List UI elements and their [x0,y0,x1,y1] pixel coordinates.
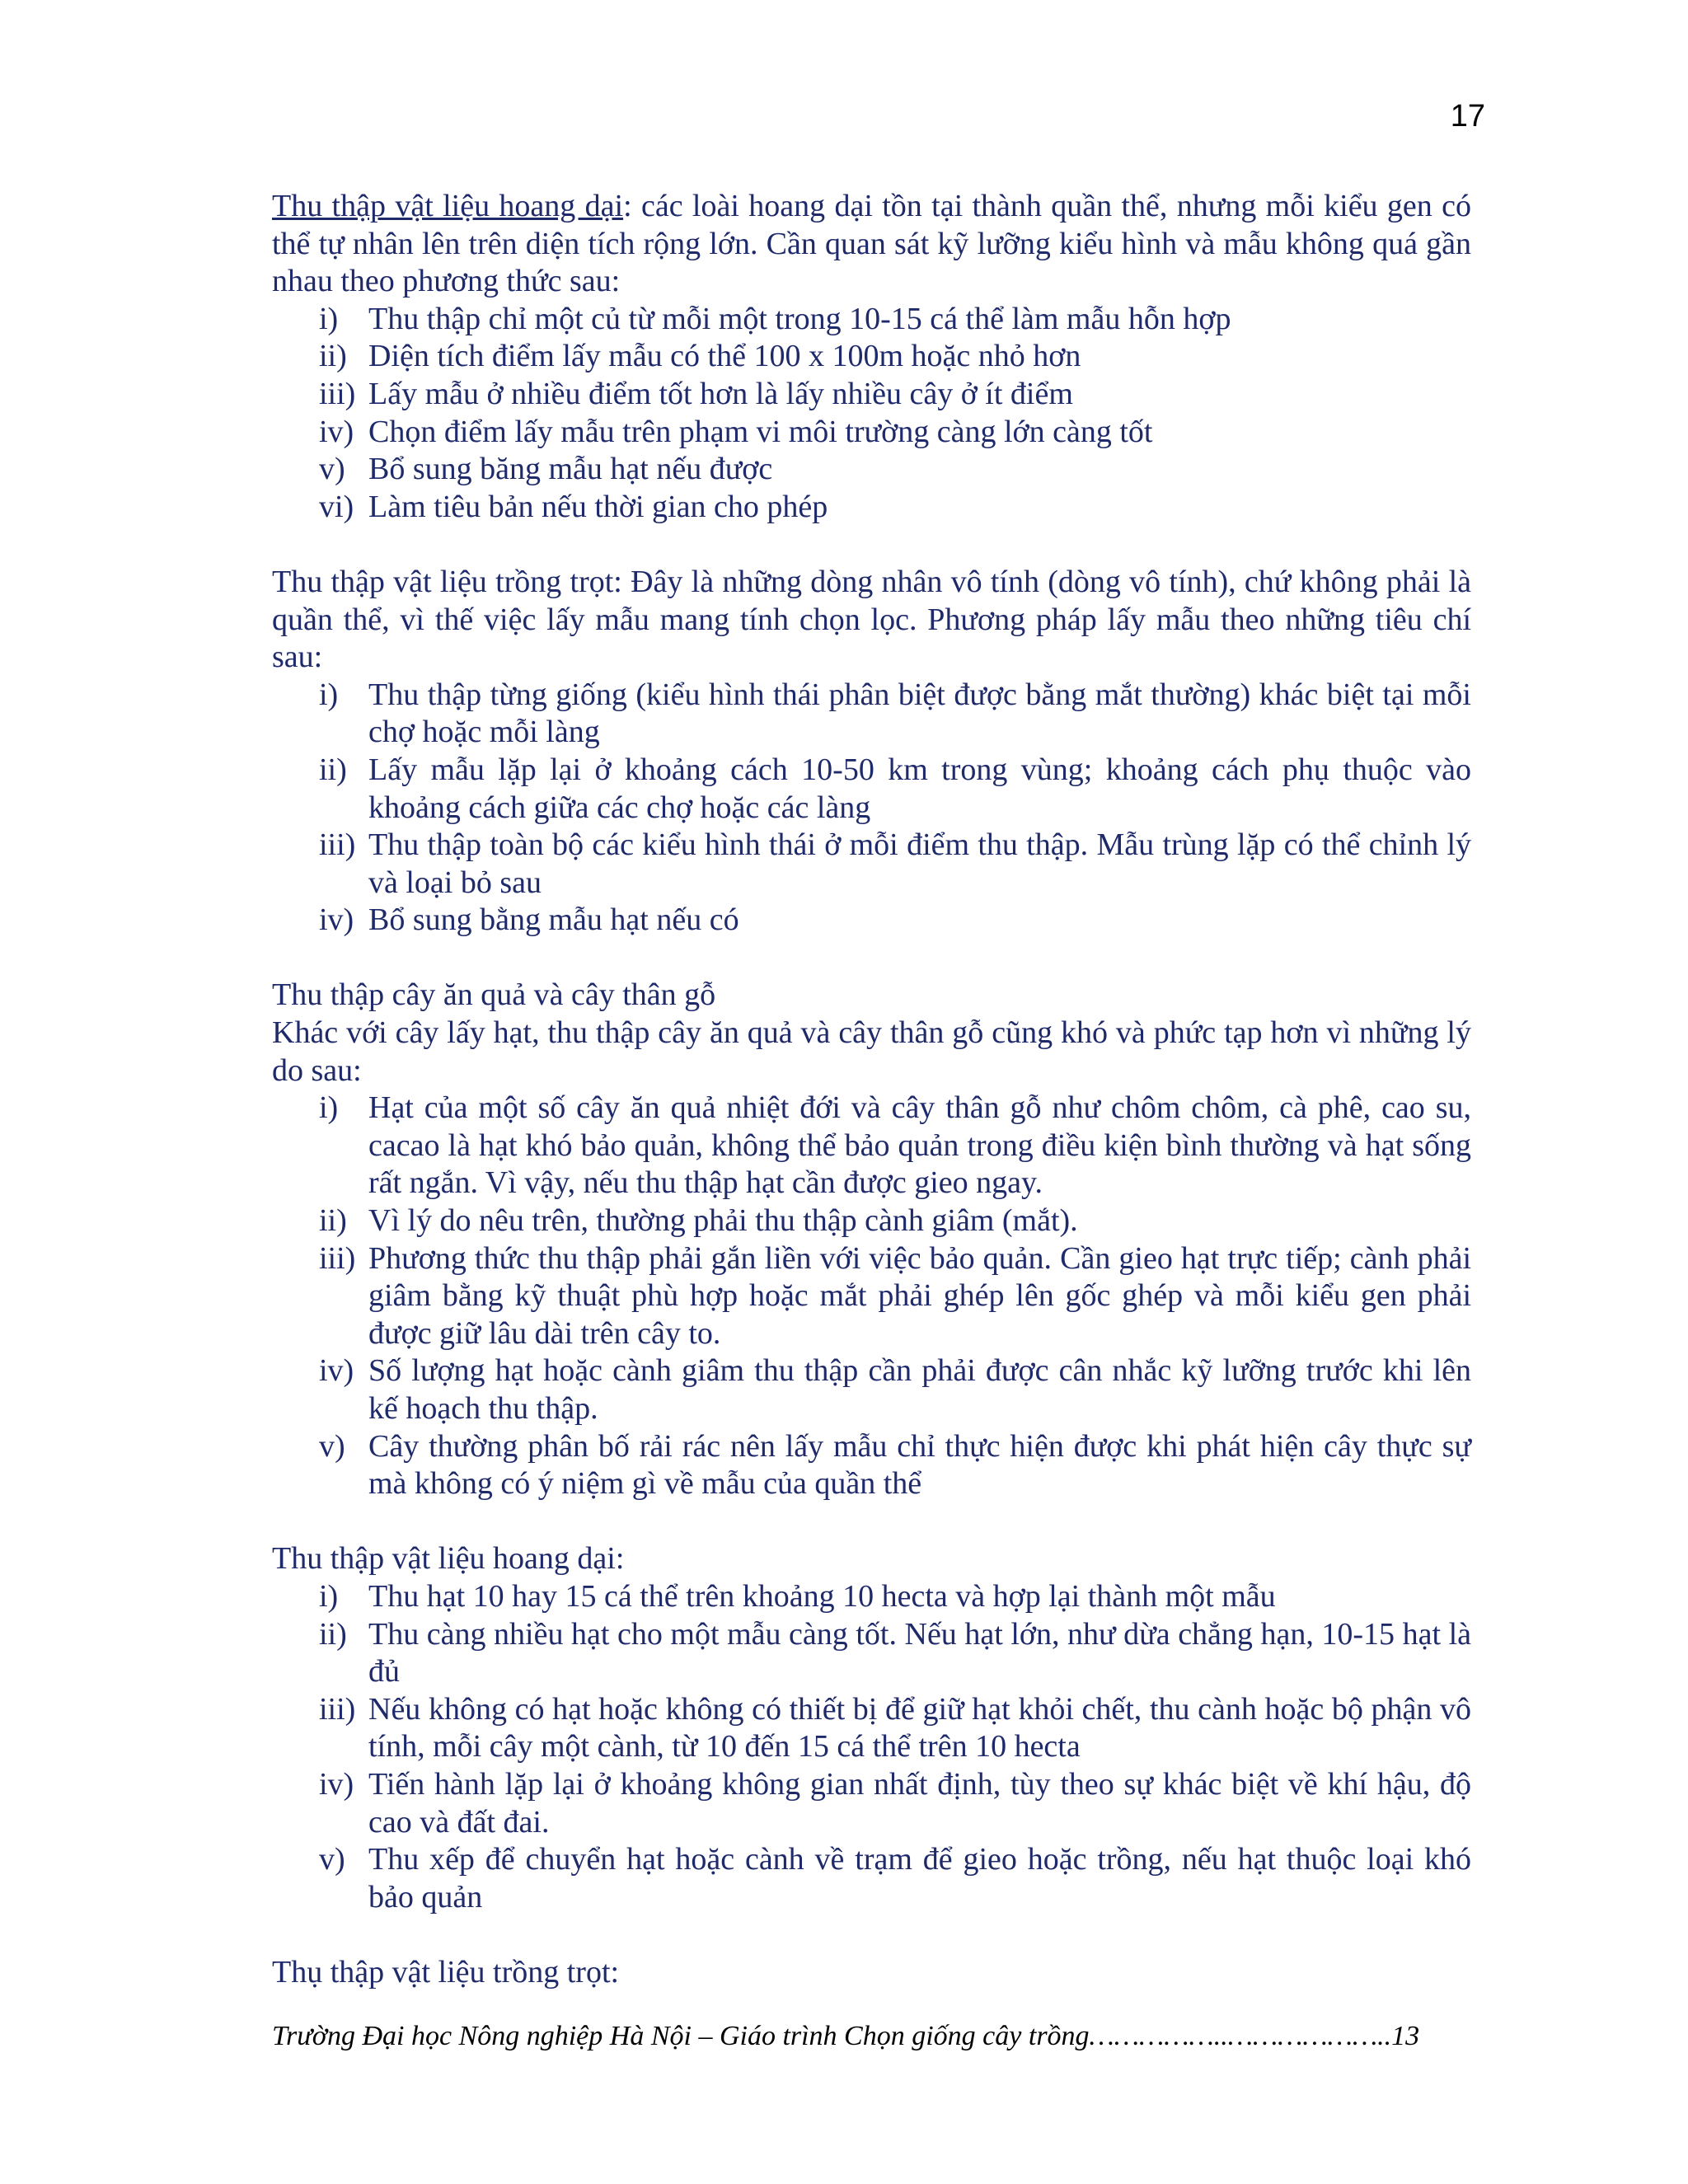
list-item [272,1766,1471,1841]
section-title: Thu thập cây ăn quả và cây thân gỗ [272,977,716,1013]
list-marker: v) [319,1428,345,1464]
paragraph-gap [272,1503,1471,1541]
list-item [272,1616,1471,1691]
list-item [272,414,1471,452]
list-marker: iv) [319,1353,354,1389]
criteria-list [272,1090,1471,1503]
list-item-text: Cây thường phân bố rải rác nên lấy mẫu chỉ thực hiện được khi phát hiện cây thực sự mà không có ý niệm gì về mẫu của quần thể [368,1428,1471,1502]
list-marker: iii) [319,827,356,863]
section-wild-intro [272,188,1471,301]
list-marker: v) [319,452,345,487]
list-item [272,301,1471,339]
list-marker: i) [319,301,339,336]
list-item [272,827,1471,902]
list-item [272,1240,1471,1353]
list-item [272,489,1471,527]
list-item-text: Số lượng hạt hoặc cành giâm thu thập cần phải được cân nhắc kỹ lưỡng trước khi lên kế hoạch thu thập. [368,1353,1471,1426]
list-marker: iii) [319,1240,356,1276]
list-item-text: Phương thức thu thập phải gắn liền với việc bảo quản. Cần gieo hạt trực tiếp; cành phải giâm bằng kỹ thuật phù hợp hoặc mắt phải ghép lên gốc ghép và mỗi kiểu gen phải được giữ lâu dài trên cây to. [368,1240,1471,1351]
list-item [272,1841,1471,1916]
list-item-text: Bổ sung băng mẫu hạt nếu được [368,452,773,487]
paragraph-gap [272,526,1471,564]
document-body [272,188,1471,1992]
list-marker: iv) [319,1766,354,1802]
paragraph-gap [272,940,1471,977]
list-item-text: Lấy mẫu ở nhiều điểm tốt hơn là lấy nhiều cây ở ít điểm [368,376,1073,411]
list-item-text: Tiến hành lặp lại ở khoảng không gian nhất định, tùy theo sự khác biệt về khí hậu, độ cao và đất đai. [368,1766,1471,1840]
page-number: 17 [1450,99,1485,134]
list-item-text: Nếu không có hạt hoặc không có thiết bị để giữ hạt khỏi chết, thu cành hoặc bộ phận vô tính, mỗi cây một cành, từ 10 đến 15 cá thể trên 10 hecta [368,1691,1471,1765]
list-marker: ii) [319,1616,347,1652]
list-item-text: Thu hạt 10 hay 15 cá thể trên khoảng 10 hecta và hợp lại thành một mẫu [368,1578,1276,1614]
criteria-list [272,1578,1471,1916]
list-item-text: Thu thập toàn bộ các kiểu hình thái ở mỗi điểm thu thập. Mẫu trùng lặp có thể chỉnh lý và loại bỏ sau [368,827,1471,900]
list-item-text: Thu càng nhiều hạt cho một mẫu càng tốt. Nếu hạt lớn, như dừa chẳng hạn, 10-15 hạt là đủ [368,1616,1471,1690]
list-item-text: Thu xếp để chuyển hạt hoặc cành về trạm để gieo hoặc trồng, nếu hạt thuộc loại khó bảo quản [368,1842,1471,1915]
criteria-list [272,301,1471,527]
list-marker: ii) [319,1203,347,1239]
list-item [272,902,1471,940]
list-marker: i) [319,1578,339,1614]
list-item [272,1202,1471,1240]
list-marker: vi) [319,489,354,524]
list-item-text: Vì lý do nêu trên, thường phải thu thập cành giâm (mắt). [368,1203,1078,1239]
list-item [272,338,1471,376]
list-item [272,1352,1471,1427]
list-item [272,1090,1471,1202]
paragraph-gap [272,1916,1471,1954]
page-footer: Trường Đại học Nông nghiệp Hà Nội – Giáo trình Chọn giống cây trồng……………..………………..13 [272,2021,1420,2051]
list-marker: iii) [319,376,356,411]
list-marker: iv) [319,414,354,449]
list-item [272,1578,1471,1616]
list-item-text: Diện tích điểm lấy mẫu có thể 100 x 100m hoặc nhỏ hơn [368,339,1081,374]
list-item-text: Bổ sung bằng mẫu hạt nếu có [368,902,739,938]
list-item [272,376,1471,414]
list-marker: iv) [319,902,354,938]
list-marker: i) [319,677,339,712]
list-item-text: Thu thập chỉ một củ từ mỗi một trong 10-15 cá thể làm mẫu hỗn hợp [368,301,1231,336]
list-item-text: Chọn điểm lấy mẫu trên phạm vi môi trường càng lớn càng tốt [368,414,1153,449]
section-intro-text: : các loài hoang dại tồn tại thành quần thể, nhưng mỗi kiểu gen có thể tự nhân lên trên diện tích rộng lớn. Cần quan sát kỹ lưỡng kiểu hình và mẫu không quá gần nhau theo phương thức sau: [272,189,1471,299]
section-heading: Thu thập vật liệu hoang dại [272,189,624,223]
list-item-text: Hạt của một số cây ăn quả nhiệt đới và cây thân gỗ như chôm chôm, cà phê, cao su, cacao là hạt khó bảo quản, không thể bảo quản trong điều kiện bình thường và hạt sống rất ngắn. Vì vậy, nếu thu thập hạt cần được gieo ngay. [368,1090,1471,1201]
list-item [272,1691,1471,1766]
criteria-list [272,677,1471,940]
list-marker: iii) [319,1691,356,1727]
list-item-text: Lấy mẫu lặp lại ở khoảng cách 10-50 km trong vùng; khoảng cách phụ thuộc vào khoảng cách giữa các chợ hoặc các làng [368,752,1471,825]
section-title: Thụ thập vật liệu trồng trọt: [272,1954,620,1990]
list-marker: i) [319,1090,339,1126]
section-fruit-intro: Khác với cây lấy hạt, thu thập cây ăn quả và cây thân gỗ cũng khó và phức tạp hơn vì những lý do sau: [272,1015,1471,1088]
list-marker: ii) [319,752,347,787]
list-marker: v) [319,1842,345,1877]
list-item-text: Làm tiêu bản nếu thời gian cho phép [368,489,828,524]
list-item [272,677,1471,752]
list-item-text: Thu thập từng giống (kiểu hình thái phân biệt được bằng mắt thường) khác biệt tại mỗi chợ hoặc mỗi làng [368,677,1471,750]
list-item [272,1428,1471,1503]
list-item [272,451,1471,489]
list-marker: ii) [319,339,347,374]
section-title: Thu thập vật liệu hoang dại: [272,1541,625,1577]
list-item [272,752,1471,827]
section-cultivated-intro: Thu thập vật liệu trồng trọt: Đây là những dòng nhân vô tính (dòng vô tính), chứ không phải là quần thể, vì thế việc lấy mẫu mang tính chọn lọc. Phương pháp lấy mẫu theo những tiêu chí sau: [272,564,1471,675]
